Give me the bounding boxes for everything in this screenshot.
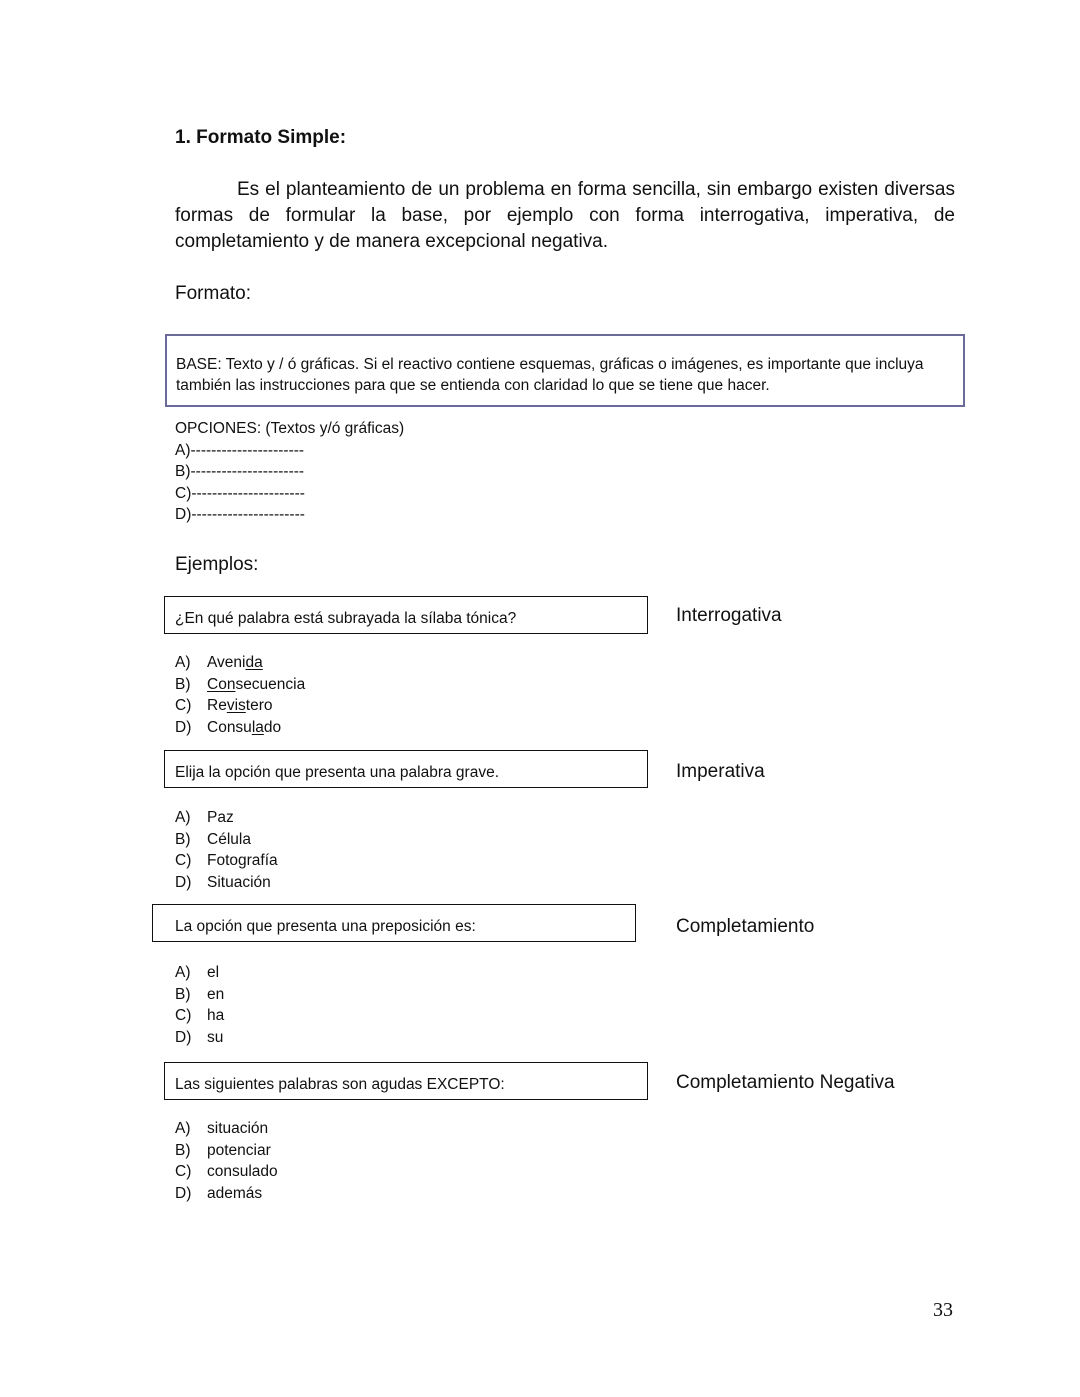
answer-text: el <box>207 964 220 981</box>
answer-text: en <box>207 985 225 1003</box>
answer-text: Revistero <box>207 697 273 715</box>
example-1-answers <box>175 652 305 739</box>
answer-text: ha <box>207 1007 225 1025</box>
answer-text: consulado <box>207 1163 278 1181</box>
base-box-line-1: BASE: Texto y / ó gráficas. Si el reactivo contiene esquemas, gráficas o imágenes, es importante que incluya <box>176 356 924 373</box>
example-1-question-box <box>164 596 648 634</box>
answer-letter: C) <box>175 697 192 715</box>
answer-row: A) situación <box>175 1118 278 1140</box>
answer-text: Consulado <box>207 719 282 737</box>
answer-text: Situación <box>207 874 271 892</box>
example-2-question: Elija la opción que presenta una palabra grave. <box>175 764 500 781</box>
answer-letter: B) <box>175 675 191 693</box>
answer-row: D) su <box>175 1027 224 1049</box>
answer-row: B) Célula <box>175 829 278 851</box>
option-line-d: D)---------------------- <box>175 506 305 523</box>
intro-paragraph-text: Es el planteamiento de un problema en forma sencilla, sin embargo existen diversas formas de formular la base, por ejemplo con forma interrogativa, imperativa, de completamiento y de manera excepcional negativa. <box>175 179 955 252</box>
options-title: OPCIONES: (Textos y/ó gráficas) <box>175 420 405 437</box>
tonic-syllable: da <box>245 654 263 671</box>
answer-text: Consecuencia <box>207 675 306 693</box>
option-line-c: C)---------------------- <box>175 485 305 502</box>
example-3-question: La opción que presenta una preposición es: <box>175 918 476 935</box>
base-box-line-2: también las instrucciones para que se entienda con claridad lo que se tiene que hacer. <box>176 377 770 394</box>
example-4-answers <box>175 1118 278 1205</box>
formato-label: Formato: <box>175 283 252 304</box>
answer-row <box>175 695 305 717</box>
example-2-question-box <box>164 750 648 788</box>
answer-row: A) el <box>175 962 224 984</box>
section-heading: 1. Formato Simple: <box>175 127 347 148</box>
example-4-question-box <box>164 1062 648 1100</box>
example-3-question-box <box>152 904 636 942</box>
tonic-syllable: vis <box>226 697 246 715</box>
answer-text: Avenida <box>207 654 263 671</box>
example-3-answers <box>175 962 224 1049</box>
answer-row: C) Fotografía <box>175 850 278 872</box>
example-2-type: Imperativa <box>676 761 765 782</box>
answer-row: A) Paz <box>175 807 278 829</box>
page-number: 33 <box>933 1299 953 1321</box>
answer-row: B) en <box>175 984 224 1006</box>
option-line-a: A)---------------------- <box>175 442 305 459</box>
base-box <box>165 334 965 407</box>
answer-letter: A) <box>175 654 191 671</box>
example-2-answers <box>175 807 278 894</box>
answer-text: su <box>207 1029 224 1047</box>
answer-text: además <box>207 1185 263 1203</box>
example-4-question: Las siguientes palabras son agudas EXCEPTO: <box>175 1076 505 1093</box>
answer-letter: D) <box>175 719 192 737</box>
answer-row <box>175 652 305 674</box>
answer-row: C) ha <box>175 1005 224 1027</box>
answer-text: potenciar <box>207 1141 271 1159</box>
tonic-syllable: Con <box>207 675 236 693</box>
example-4-type: Completamiento Negativa <box>676 1072 895 1093</box>
example-1-question: ¿En qué palabra está subrayada la sílaba tónica? <box>175 610 517 627</box>
answer-text: Célula <box>207 830 251 848</box>
tonic-syllable: la <box>251 719 264 737</box>
answer-row: D) además <box>175 1183 278 1205</box>
answer-text: situación <box>207 1120 269 1137</box>
answer-row: C) consulado <box>175 1161 278 1183</box>
intro-paragraph <box>175 177 955 255</box>
ejemplos-label: Ejemplos: <box>175 554 259 575</box>
answer-row <box>175 717 305 739</box>
answer-text: Paz <box>207 809 234 826</box>
option-line-b: B)---------------------- <box>175 463 305 480</box>
answer-text: Fotografía <box>207 852 278 870</box>
example-1-type: Interrogativa <box>676 605 782 626</box>
example-3-type: Completamiento <box>676 916 815 937</box>
answer-row: D) Situación <box>175 872 278 894</box>
answer-row: B) potenciar <box>175 1140 278 1162</box>
answer-row <box>175 674 305 696</box>
